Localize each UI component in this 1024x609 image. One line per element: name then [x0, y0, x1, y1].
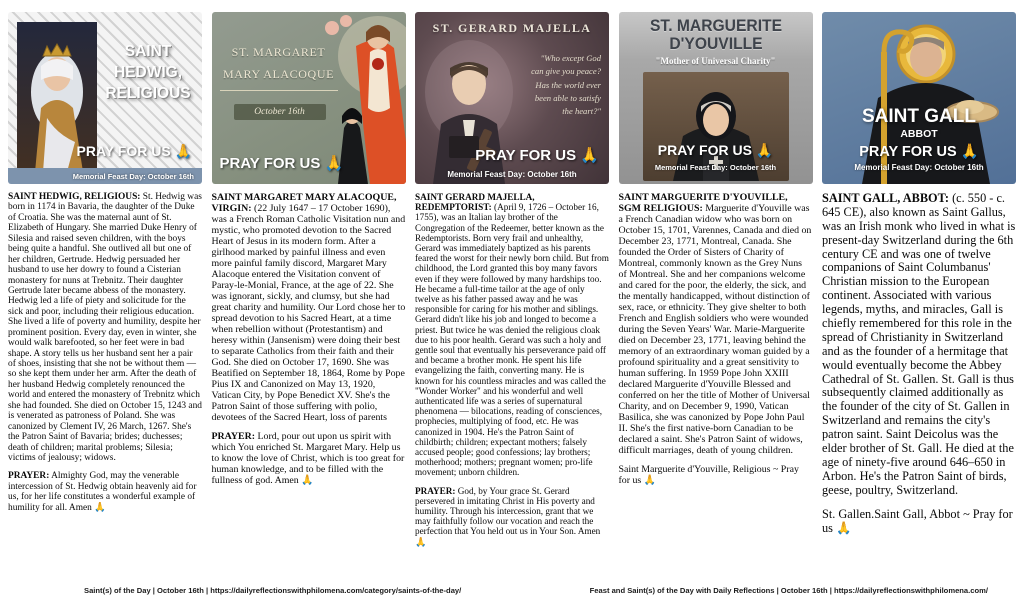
saint-marguerite-card	[619, 12, 813, 184]
column-saint-gall	[822, 12, 1016, 555]
saint-gerard-card	[415, 12, 609, 184]
closing-line: St. Gallen.Saint Gall, Abbot ~ Pray for us 🙏	[822, 507, 1013, 535]
pray-for-us-label: PRAY FOR US 🙏	[76, 143, 192, 159]
body-text: Marguerite d'Youville was a French Canadian widow who was born on October 15, 1701, Varennes, Canada and died on December 23, 1771, Montreal, Canada. She founded the Order of Sisters of Charity of Montreal, commonly known as the Grey Nuns of Montreal. She and her companions welcome and cared for the poor, the elderly, the sick, and the mentally handicapped, without distinction of sex, race, or ethnicity. They give shelter to both French and English soldiers who were wounded during the Seven Years' War. Marie-Marguerite died on December 23, 1771, leaving behind the memory of an extraordinary woman guided by a profound spirituality and a great sensitivity to human suffering. In 1959 Pope John XXIII declared Marguerite d'Youville Blessed and conferred on her the title of Mother of Universal Charity, and on December 9, 1990, Vatican Basilica, she was canonized by Pope John Paul II. She's the first native-born Canadian to be declared a saint. She's Patron Saint of widows, difficult marriages, death of young children.	[618, 202, 812, 456]
prayer-text: Almighty God, may the venerable intercession of St. Hedwig obtain heavenly aid for us, for her life constitutes a wonderful example of humility for all. Amen 🙏	[8, 471, 197, 513]
card-title-line2: RELIGIOUS	[105, 84, 191, 102]
body-text: St. Hedwig was born in 1174 in Bavaria, the daughter of the Duke of Croatia. She was the maternal aunt of St. Elizabeth of Hungary. She married Duke Henry of Silesia and raised seven children, with the boys being quite a handful. She outlived all but one of her children, Gertrude. Hedwig persuaded her husband to use her dowry to found a Cisterian monastery for nuns at Trebnitz. Their daughter Gertrude later became abbess of the monastery. Hedwig led a life of piety and solicitude for the sick and poor, including their religious education. She lived a life of poverty and humility, despite her prominent position. Every day, even in winter, she would walk barefooted, so her feet were in bad shape. A story tells us her husband sent her a pair of shoes, insisting that she not be without them — so she kept them under her arm. After the death of her husband Hedwig completely renounced the world and entered the monastery of Trebnitz which she had founded. She died on October 15, 1243 and is venerated as patroness of Poland. She was canonized by Clement IV, 26 March, 1267. She's the Patron Saint of Bavaria; brides; duchesses; death of children; marital problems; Silesia; victims of jealousy; widows.	[8, 192, 202, 463]
section-heading: SAINT GERARD MAJELLA, REDEMPTORIST:	[415, 192, 535, 213]
card-title	[98, 42, 198, 105]
prayer-label: PRAYER:	[415, 485, 456, 496]
card-title-line1: SAINT HEDWIG,	[113, 43, 183, 81]
body-text: (April 9, 1726 – October 16, 1755), was an Italian lay brother of the Congregation of the Redeemer, better known as the Redemptorists. Born very frail and unhealthy, Gerard was immediately baptized as his parents feared the worst for their newly born child. But from childhood, the Lord granted this boy many favors even if they were followed by many hardships too. He became a full-time tailor at the age of only twelve as his father passed away and he was responsible for caring for his mother and siblings. Gerard didn't like his job and longed to become a priest. But twice he was denied the religious cloak due to his poor health. Gerard was such a holy and gentle soul that eventually his perseverance paid off and became a brother monk. He spent his life evangelizing the faith, converting many. He is known for his countless miracles and was called the "Wonder Worker" and his wonderful and well authenticated life was a series of supernatural phenomena — bilocations, reading of consciences, prophecies, multiplying of food, etc. He was canonized in 1904. He's the Patron Saint of childbirth; children; expectant mothers; falsely accused people; good confessions; lay brothers; motherhood; mothers; pregnant women; pro-life movement; unborn children.	[415, 202, 609, 478]
card-date-badge: October 16th	[234, 104, 326, 120]
saint-margaret-mary-card	[212, 12, 406, 184]
card-title-line1: ST. MARGARET	[231, 45, 326, 59]
prayer-paragraph	[212, 431, 406, 486]
gerard-article	[415, 192, 609, 547]
card-title	[220, 42, 338, 91]
prayer-label: PRAYER:	[211, 431, 256, 443]
prayer-label: PRAYER:	[8, 471, 50, 482]
pray-for-us-label: PRAY FOR US 🙏	[475, 147, 599, 164]
card-subtitle: ABBOT	[900, 128, 938, 140]
memorial-feast-label: Memorial Feast Day: October 16th	[854, 163, 984, 172]
memorial-feast-label: Memorial Feast Day: October 16th	[447, 170, 577, 179]
hedwig-article	[8, 192, 202, 513]
memorial-feast-label: Memorial Feast Day: October 16th	[654, 163, 777, 172]
column-saint-margaret-mary	[212, 12, 406, 555]
card-quote	[507, 52, 601, 119]
footer-right-text: Feast and Saint(s) of the Day with Daily Reflections | October 16th | https://dailyreflectionswithphilomena.com/	[589, 586, 988, 595]
body-paragraph	[822, 192, 1016, 498]
card-subtitle: "Mother of Universal Charity"	[655, 56, 776, 66]
quote-line: Has the world ever	[535, 79, 601, 90]
quote-line: the heart?"	[562, 106, 601, 117]
card-title-line2: D'YOUVILLE	[668, 33, 763, 53]
memorial-feast-bar: Memorial Feast Day: October 16th	[8, 168, 202, 184]
card-title	[626, 17, 804, 53]
quote-line: "Who except God	[540, 53, 601, 63]
quote-line: been able to satisfy	[534, 92, 601, 103]
body-text: (22 July 1647 – 17 October 1690), was a French Roman Catholic Visitation nun and mystic, who promoted devotion to the Sacred Heart of Jesus in its modern form. After a girlhood marked by painful illness and even more painful family discord, Margaret Mary Alacoque entered the Visitation convent of Paray-le-Monial, France, at the age of 22. She was ignorant, sickly, and clumsy, but she had great charity and humility. Our Lord chose her to spread devotion to his Sacred Heart, at a time when rebellion without (Protestantism) and heresy within (Jansenism) were doing their best to separate Catholics from their faith and their God. She died on October 17, 1690. She was Beatified on September 18, 1864, Rome by Pope Pius IX and Canonized on May 13, 1920, Vatican City, by Pope Benedict XV. She's the Patron Saint of those suffering with polio, devotees of the Sacred Heart, loss of parents	[211, 202, 406, 423]
prayer-paragraph	[415, 486, 609, 547]
gall-article	[822, 192, 1016, 536]
body-paragraph	[619, 192, 813, 456]
column-saint-hedwig	[8, 12, 202, 555]
quote-line: can give you peace?	[531, 66, 601, 77]
saint-gall-card	[822, 12, 1016, 184]
card-title-line1: ST. MARGUERITE	[649, 16, 782, 35]
column-saint-marguerite	[619, 12, 813, 555]
pray-for-us-label: PRAY FOR US 🙏	[859, 144, 979, 160]
section-heading: SAINT GALL, ABBOT:	[822, 191, 949, 205]
section-heading: SAINT MARGARET MARY ALACOQUE, VIRGIN:	[211, 192, 397, 214]
prayer-text: God, by Your grace St. Gerard persevered in imitating Christ in His poverty and humility. Through his intercession, grant that we may faithfully follow our vocation and reach the perfection that You held out us in Your Son. Amen 🙏	[415, 485, 601, 547]
pray-for-us-label: PRAY FOR US 🙏	[219, 155, 344, 172]
column-saint-gerard	[415, 12, 609, 555]
footer-left-text: Saint(s) of the Day | October 16th | https://dailyreflectionswithphilomena.com/category/saints-of-the-day/	[84, 586, 462, 595]
saint-hedwig-card	[8, 12, 202, 184]
marguerite-article	[619, 192, 813, 486]
closing-line: Saint Marguerite d'Youville, Religious ~ Pray for us 🙏	[618, 464, 799, 487]
prayer-text: Lord, pour out upon us spirit with which You enriched St. Margaret Mary. Help us to know the love of Christ, which is too great for human knowledge, and to be filled with the fullness of god. Amen 🙏	[211, 431, 405, 487]
section-heading: SAINT HEDWIG, RELIGIOUS:	[8, 192, 141, 202]
card-title: ST. GERARD MAJELLA	[432, 21, 592, 35]
section-heading: SAINT MARGUERITE D'YOUVILLE, SGM RELIGIOUS:	[618, 192, 788, 214]
card-title-line2: MARY ALACOQUE	[222, 66, 335, 81]
prayer-paragraph	[8, 471, 202, 513]
body-paragraph	[415, 192, 609, 478]
body-text: (c. 550 - c. 645 CE), also known as Saint Gallus, was an Irish monk who lived in what is present-day Switzerland during the 6th century CE and was one of twelve companions of Saint Columbanus' Christian mission to the European continent. Associated with various legends, myths, and miracles, Gall is chiefly remembered for this role in the spread of Christianity in Switzerland and as the founder of a hermitage that would eventually become the Abbey Cathedral of St. Gallen. St. Gall is thus subsequently claimed additionally as the founder of the city of St. Gallen in Switzerland and remains the city's patron saint. Saint Deicolus was the elder brother of St. Gall. He died at the age of ninety-five around 646–650 in Arbon. He's the Patron Saint of birds, geese, poultry, Switzerland.	[822, 191, 1016, 497]
pray-for-us-label: PRAY FOR US 🙏	[657, 142, 774, 158]
page-footer	[0, 586, 1024, 598]
body-paragraph	[8, 192, 202, 463]
card-title: SAINT GALL	[862, 106, 976, 127]
body-paragraph	[212, 192, 406, 423]
margaret-mary-article	[212, 192, 406, 486]
